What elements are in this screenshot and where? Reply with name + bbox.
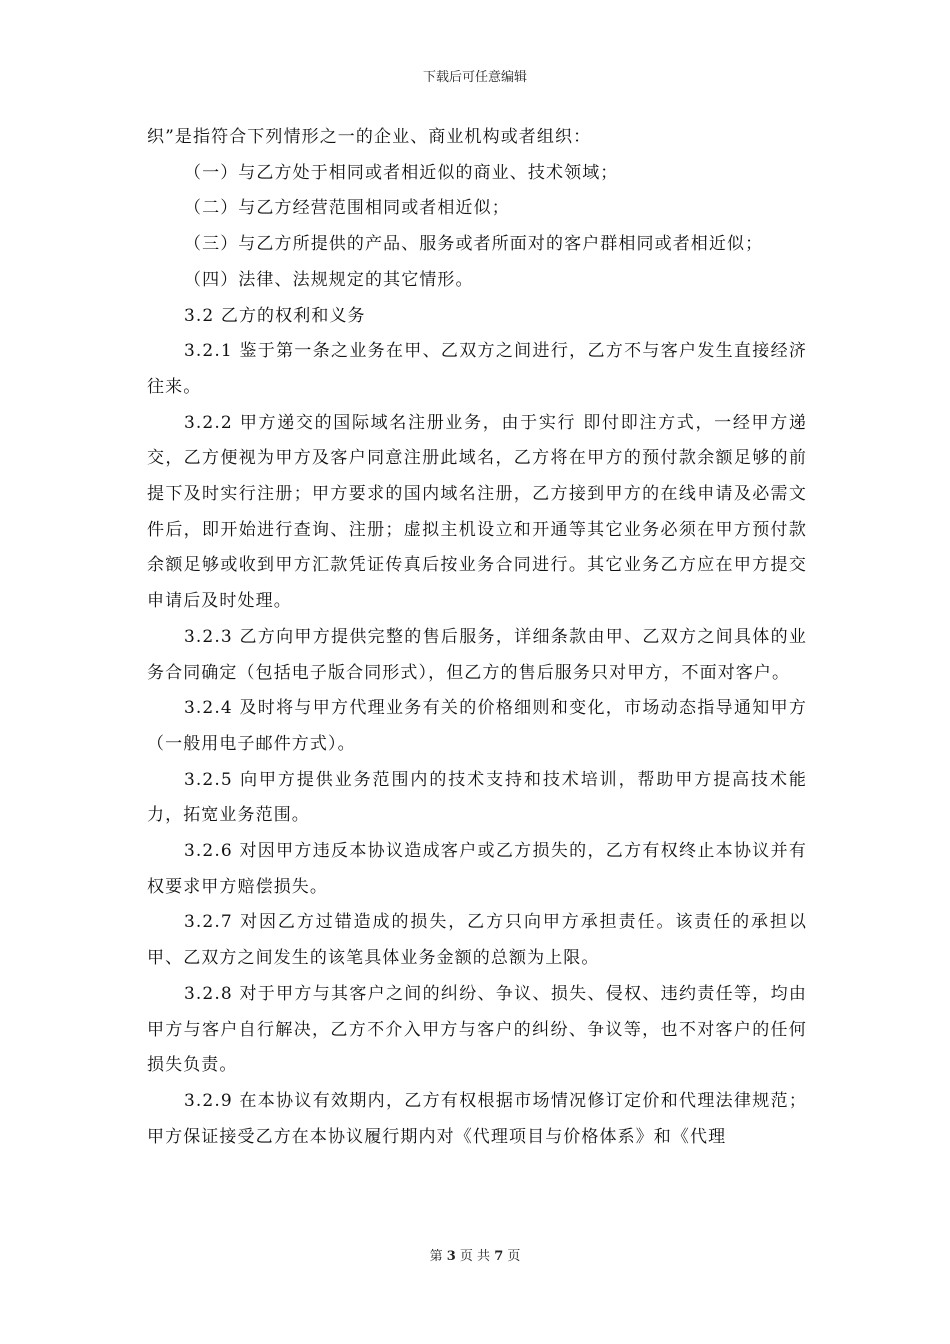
footer-suffix: 页 (507, 1249, 521, 1264)
clause-3-2-5: 3.2.5 向甲方提供业务范围内的技术支持和技术培训，帮助甲方提高技术能力，拓宽业务范围。 (147, 769, 807, 826)
clause-3-2-6: 3.2.6 对因甲方违反本协议造成客户或乙方损失的，乙方有权终止本协议并有权要求甲方赔偿损失。 (147, 841, 807, 897)
document-body (147, 120, 807, 1155)
footer-prefix: 第 (429, 1249, 443, 1264)
list-item-3: （三）与乙方所提供的产品、服务或者所面对的客户群相同或者相近似； (184, 234, 764, 255)
section-heading-3-2: 3.2 乙方的权利和义务 (184, 305, 366, 326)
list-item-2: （二）与乙方经营范围相同或者相近似； (184, 198, 510, 219)
paragraph-definition-continued: 织”是指符合下列情形之一的企业、商业机构或者组织： (147, 127, 592, 147)
clause-3-2-4: 3.2.4 及时将与甲方代理业务有关的价格细则和变化，市场动态指导通知甲方（一般用电子邮件方式）。 (147, 698, 807, 754)
clause-3-2-3: 3.2.3 乙方向甲方提供完整的售后服务，详细条款由甲、乙双方之间具体的业务合同确定（包括电子版合同形式），但乙方的售后服务只对甲方，不面对客户。 (147, 626, 807, 683)
clause-3-2-1: 3.2.1 鉴于第一条之业务在甲、乙双方之间进行，乙方不与客户发生直接经济往来。 (147, 341, 807, 397)
clause-3-2-8: 3.2.8 对于甲方与其客户之间的纠纷、争议、损失、侵权、违约责任等，均由甲方与客户自行解决，乙方不介入甲方与客户的纠纷、争议等，也不对客户的任何损失负责。 (147, 983, 807, 1076)
list-item-1: （一）与乙方处于相同或者相近似的商业、技术领域； (184, 162, 619, 183)
clause-3-2-2: 3.2.2 甲方递交的国际域名注册业务，由于实行 即付即注方式，一经甲方递交，乙方便视为甲方及客户同意注册此域名，乙方将在甲方的预付款余额足够的前提下及时实行注册；甲方要求的国内域名注册，乙方接到甲方的在线申请及必需文件后，即开始进行查询、注册；虚拟主机设立和开通等其它业务必须在甲方预付款余额足够或收到甲方汇款凭证传真后按业务合同进行。其它业务乙方应在甲方提交申请后及时处理。 (147, 412, 807, 612)
page-total: 7 (494, 1249, 504, 1264)
page-number: 3 (446, 1249, 456, 1264)
list-item-4: （四）法律、法规规定的其它情形。 (184, 269, 474, 290)
page-header: 下载后可任意编辑 (422, 70, 527, 85)
footer-middle: 页 共 (459, 1249, 491, 1264)
clause-3-2-7: 3.2.7 对因乙方过错造成的损失，乙方只向甲方承担责任。该责任的承担以甲、乙双方之间发生的该笔具体业务金额的总额为上限。 (147, 912, 807, 969)
page-footer (0, 1245, 950, 1264)
clause-3-2-9: 3.2.9 在本协议有效期内，乙方有权根据市场情况修订定价和代理法律规范；甲方保证接受乙方在本协议履行期内对《代理项目与价格体系》和《代理 (147, 1090, 807, 1147)
